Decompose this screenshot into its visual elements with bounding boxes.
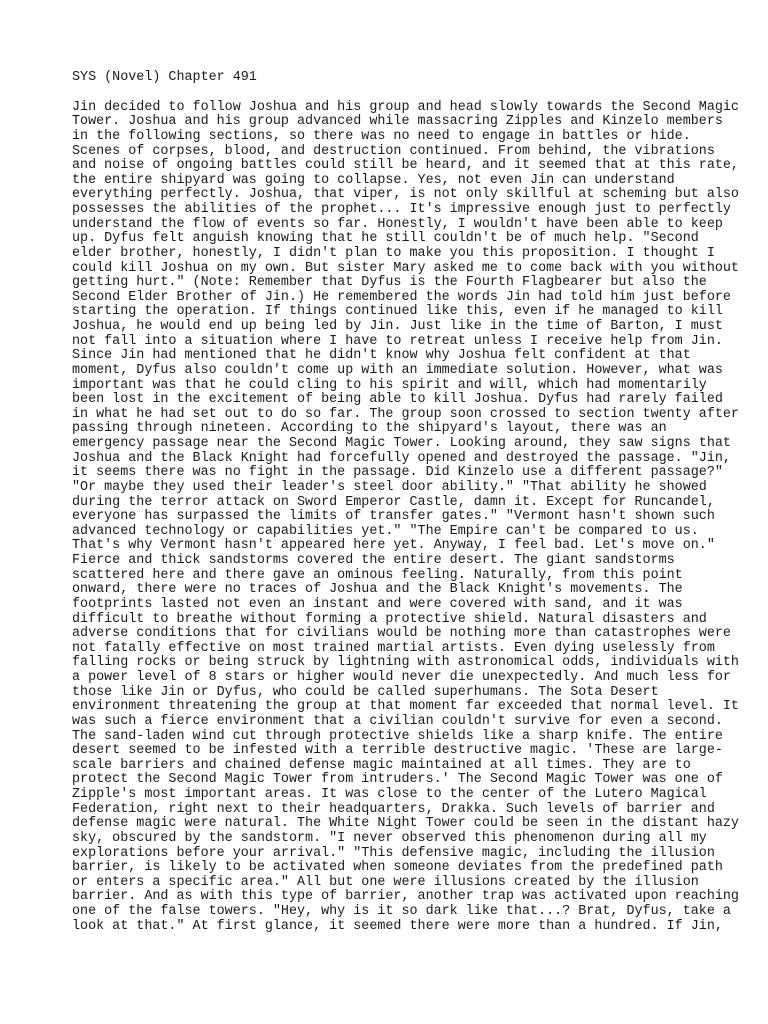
body-text-line: Joshua and the Black Knight had forcefully opened and destroyed the passage. "Jin,	[72, 450, 731, 466]
body-text-line: was such a fierce environment that a civilian couldn't survive for even a second.	[72, 713, 723, 729]
body-text-line: Zipple's most important areas. It was close to the center of the Lutero Magical	[72, 787, 707, 803]
body-text-line: footprints lasted not even an instant and were covered with sand, and it was	[72, 596, 683, 612]
body-text-line: Federation, right next to their headquarters, Drakka. Such levels of barrier and	[72, 801, 715, 817]
body-text-line: the entire shipyard was going to collapse. Yes, not even Jin can understand	[72, 172, 675, 188]
body-text-line: Fierce and thick sandstorms covered the entire desert. The giant sandstorms	[72, 553, 675, 569]
body-text-line: The sand-laden wind cut through protective shields like a sharp knife. The entire	[72, 728, 723, 744]
body-text-line: protect the Second Magic Tower from intruders.' The Second Magic Tower was one of	[72, 772, 723, 788]
body-text-line: defense magic were natural. The White Night Tower could be seen in the distant hazy	[72, 816, 739, 832]
body-text-line: look at that." At first glance, it seemed there were more than a hundred. If Jin,	[72, 918, 723, 934]
body-text-line: a power level of 8 stars or higher would never die unexpectedly. And much less for	[72, 670, 731, 686]
body-text-line: could kill Joshua on my own. But sister Mary asked me to come back with you without	[72, 260, 739, 276]
body-text-line: those like Jin or Dyfus, who could be called superhumans. The Sota Desert	[72, 684, 659, 700]
body-text-line: moment, Dyfus also couldn't come up with an immediate solution. However, what was	[72, 362, 723, 378]
body-text-line: not fall into a situation where I have to retreat unless I receive help from Jin.	[72, 333, 723, 349]
body-text-line: sky, obscured by the sandstorm. "I never observed this phenomenon during all my	[72, 830, 707, 846]
body-text-line: difficult to breathe without forming a protective shield. Natural disasters and	[72, 611, 707, 627]
body-text-line: everything perfectly. Joshua, that viper, is not only skillful at scheming but also	[72, 187, 739, 203]
body-text-line: That's why Vermont hasn't appeared here yet. Anyway, I feel bad. Let's move on."	[72, 538, 715, 554]
body-text-line: or enters a specific area." All but one were illusions created by the illusion	[72, 874, 699, 890]
body-text-line: adverse conditions that for civilians would be nothing more than catastrophes were	[72, 626, 731, 642]
body-text-line: possesses the abilities of the prophet... It's impressive enough just to perfectly	[72, 202, 731, 218]
body-text-line: been lost in the excitement of being able to kill Joshua. Dyfus had rarely failed	[72, 392, 723, 408]
body-text-line: Since Jin had mentioned that he didn't know why Joshua felt confident at that	[72, 348, 691, 364]
body-text-line: advanced technology or capabilities yet." "The Empire can't be compared to us.	[72, 523, 699, 539]
chapter-title: SYS (Novel) Chapter 491	[72, 70, 257, 85]
body-text-line: not fatally effective on most trained martial artists. Even dying uselessly from	[72, 640, 715, 656]
body-text-line: getting hurt." (Note: Remember that Dyfus is the Fourth Flagbearer but also the	[72, 275, 707, 291]
body-text-line: Joshua, he would end up being led by Jin. Just like in the time of Barton, I must	[72, 319, 723, 335]
body-text-line: onward, there were no traces of Joshua and the Black Knight's movements. The	[72, 582, 683, 598]
body-text-line: scattered here and there gave an ominous feeling. Naturally, from this point	[72, 567, 683, 583]
body-text-line: Tower. Joshua and his group advanced while massacring Zipples and Kinzelo members	[72, 114, 723, 130]
body-text-line: everyone has surpassed the limits of transfer gates." "Vermont hasn't shown such	[72, 509, 715, 525]
body-text-line: barrier, is likely to be activated when someone deviates from the predefined path	[72, 860, 723, 876]
body-text-line: Scenes of corpses, blood, and destruction continued. From behind, the vibrations	[72, 143, 715, 159]
body-text-line: barrier. And as with this type of barrier, another trap was activated upon reaching	[72, 889, 739, 905]
body-text-line: during the terror attack on Sword Emperor Castle, damn it. Except for Runcandel,	[72, 494, 715, 510]
body-text-line: Jin decided to follow Joshua and his group and head slowly towards the Second Magic	[72, 99, 739, 115]
document-page	[72, 70, 739, 934]
body-text-line: environment threatening the group at that moment far exceeded that normal level. It	[72, 699, 739, 715]
body-text-line: scale barriers and chained defense magic maintained at all times. They are to	[72, 757, 691, 773]
body-text-line: elder brother, honestly, I didn't plan to make you this proposition. I thought I	[72, 245, 715, 261]
body-text-line: important was that he could cling to his spirit and will, which had momentarily	[72, 377, 707, 393]
body-text-line: in what he had set out to do so far. The group soon crossed to section twenty after	[72, 406, 739, 422]
body-text-line: understand the flow of events so far. Honestly, I wouldn't have been able to keep	[72, 216, 723, 232]
body-text-line: starting the operation. If things continued like this, even if he managed to kill	[72, 304, 723, 320]
body-text-line: one of the false towers. "Hey, why is it so dark like that...? Brat, Dyfus, take a	[72, 904, 731, 920]
body-text-line: it seems there was no fight in the passage. Did Kinzelo use a different passage?"	[72, 465, 723, 481]
body-text-line: falling rocks or being struck by lightning with astronomical odds, individuals with	[72, 655, 739, 671]
body-text-line: and noise of ongoing battles could still be heard, and it seemed that at this rate,	[72, 158, 739, 174]
body-text-line: desert seemed to be infested with a terrible destructive magic. 'These are large-	[72, 743, 723, 759]
body-text-line: "Or maybe they used their leader's steel door ability." "That ability he showed	[72, 479, 707, 495]
body-text-line: emergency passage near the Second Magic Tower. Looking around, they saw signs that	[72, 436, 731, 452]
body-text-line: up. Dyfus felt anguish knowing that he still couldn't be of much help. "Second	[72, 231, 699, 247]
chapter-body	[72, 99, 739, 935]
body-text-line: Second Elder Brother of Jin.) He remembered the words Jin had told him just before	[72, 289, 731, 305]
body-text-line: explorations before your arrival." "This defensive magic, including the illusion	[72, 845, 715, 861]
body-text-line: passing through nineteen. According to the shipyard's layout, there was an	[72, 421, 667, 437]
body-text-line: in the following sections, so there was no need to engage in battles or hide.	[72, 128, 691, 144]
